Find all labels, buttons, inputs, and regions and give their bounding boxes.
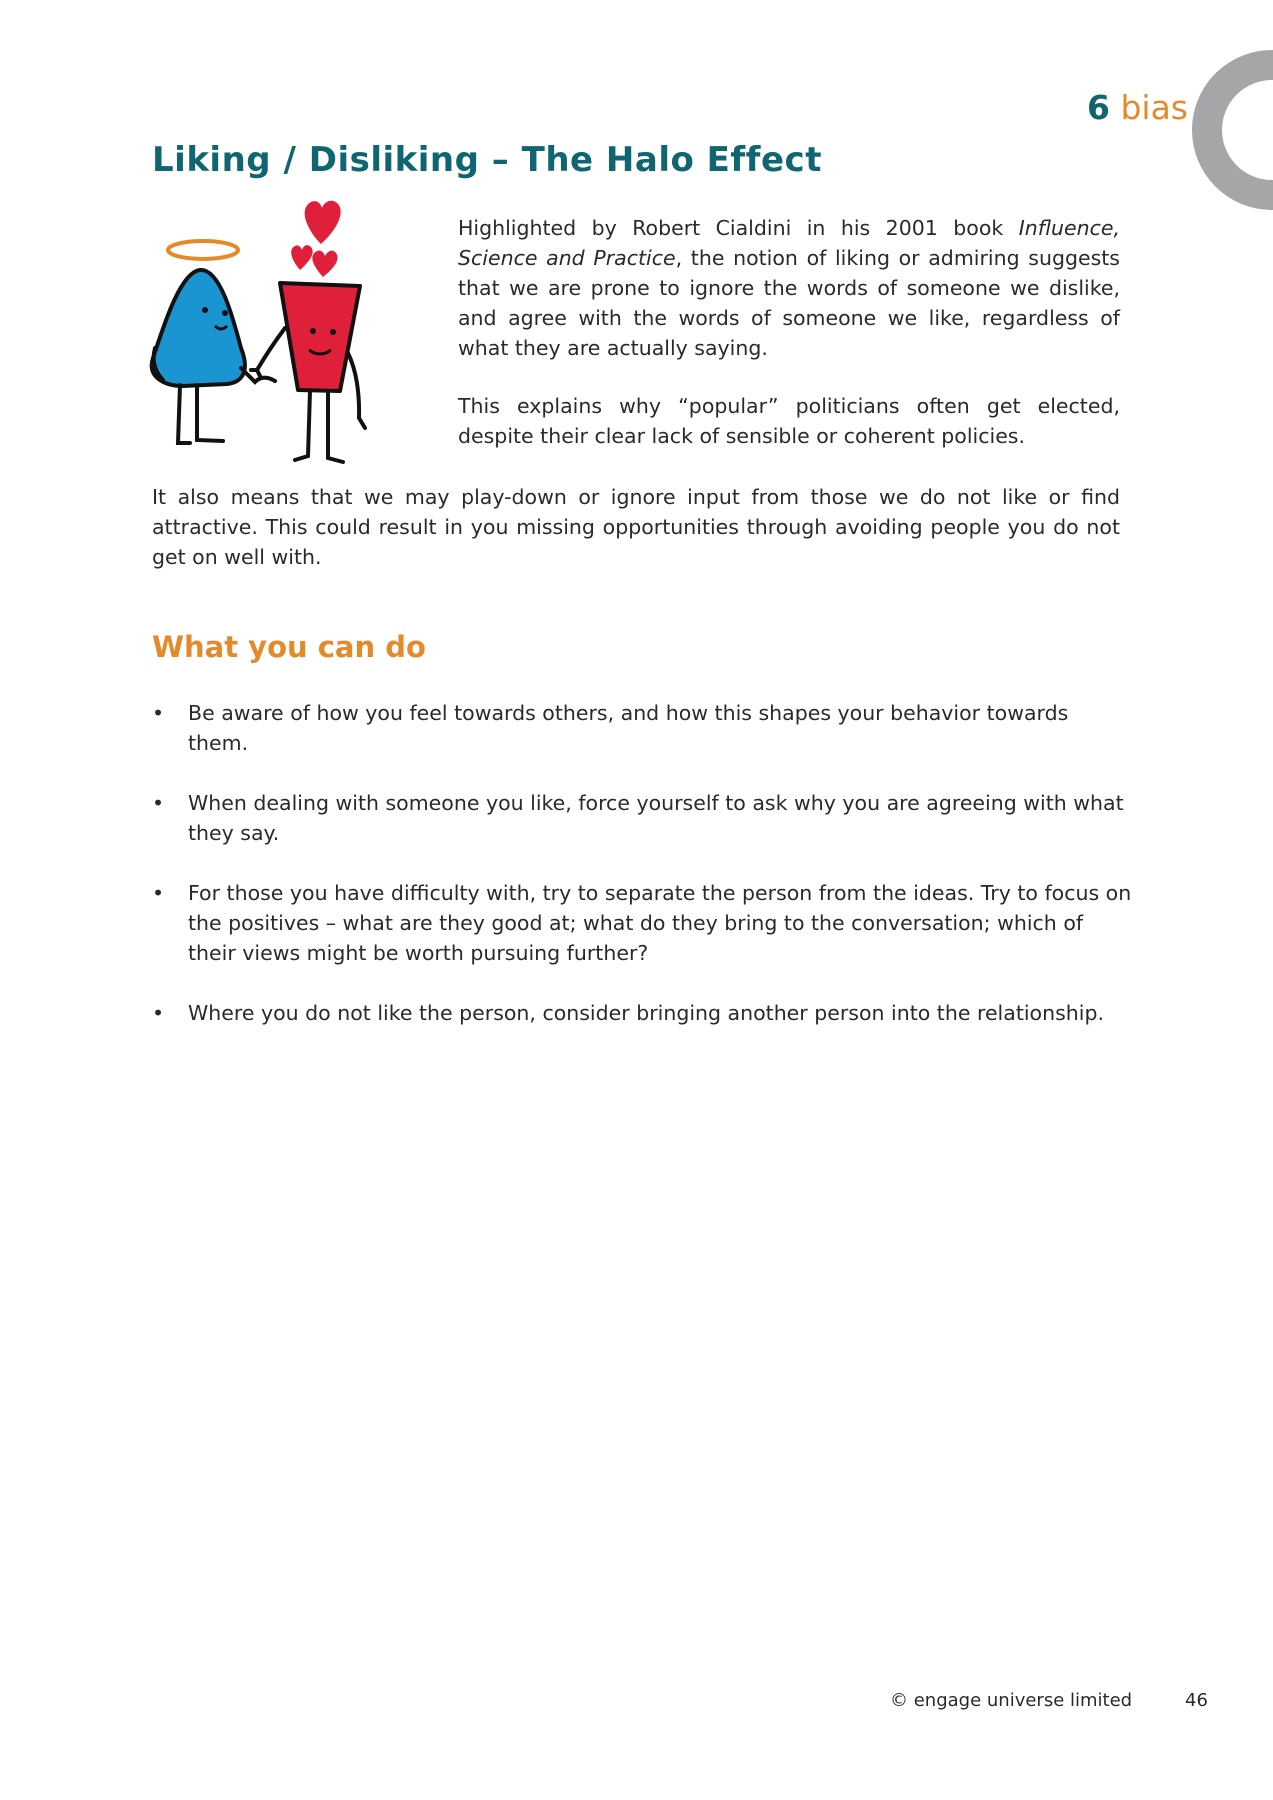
page-number: 46 (1185, 1690, 1208, 1711)
intro-paragraph-2: This explains why “popular” politicians often get elected, despite their clear lack of sensible or coherent policies. (458, 394, 1120, 448)
intro-paragraph-3: It also means that we may play-down or ignore input from those we do not like or find attractive. This could result in you missing opportunities through avoiding people you do not get on well with. (152, 485, 1120, 569)
advice-list (152, 698, 1132, 1058)
list-item (152, 698, 1132, 758)
bullet-icon: • (152, 791, 165, 815)
heart-icon (291, 245, 312, 270)
intro-paragraph-1 (458, 213, 1120, 363)
list-item-text: Be aware of how you feel towards others, and how this shapes your behavior towards them. (188, 701, 1069, 755)
book-title: Influence, Science and Practice (458, 216, 1120, 270)
heart-icon (305, 201, 341, 244)
intro-text-start: Highlighted by Robert Cialdini in his 2001 book (458, 216, 1019, 240)
bullet-icon: • (152, 881, 165, 905)
footer-copyright: © engage universe limited (890, 1690, 1133, 1711)
list-item-text: Where you do not like the person, consider bringing another person into the relationship. (188, 1001, 1104, 1025)
halo-effect-illustration (145, 198, 425, 468)
chapter-number: 6 (1087, 88, 1110, 127)
bullet-icon: • (152, 1001, 165, 1025)
list-item (152, 998, 1132, 1028)
heart-icon (312, 250, 337, 277)
halo-icon (168, 241, 238, 259)
list-item-text: For those you have difficulty with, try to separate the person from the ideas. Try to focus on the positives – what are they good at; what do they bring to the conversation; which of their views might be worth pursuing further? (188, 881, 1132, 965)
section-heading: What you can do (152, 630, 426, 664)
list-item (152, 788, 1132, 848)
intro-text-end: , the notion of liking or admiring suggests that we are prone to ignore the words of someone we dislike, and agree with the words of someone we like, regardless of what they are actually saying. (458, 246, 1120, 360)
chapter-label (1087, 88, 1188, 127)
red-character-icon (251, 283, 365, 462)
bullet-icon: • (152, 701, 165, 725)
list-item-text: When dealing with someone you like, force yourself to ask why you are agreeing with what they say. (188, 791, 1124, 845)
page-title: Liking / Disliking – The Halo Effect (152, 140, 822, 180)
list-item (152, 878, 1132, 968)
chapter-arc-decoration (1182, 40, 1273, 220)
chapter-word: bias (1120, 88, 1188, 127)
blue-character-icon (152, 270, 275, 443)
